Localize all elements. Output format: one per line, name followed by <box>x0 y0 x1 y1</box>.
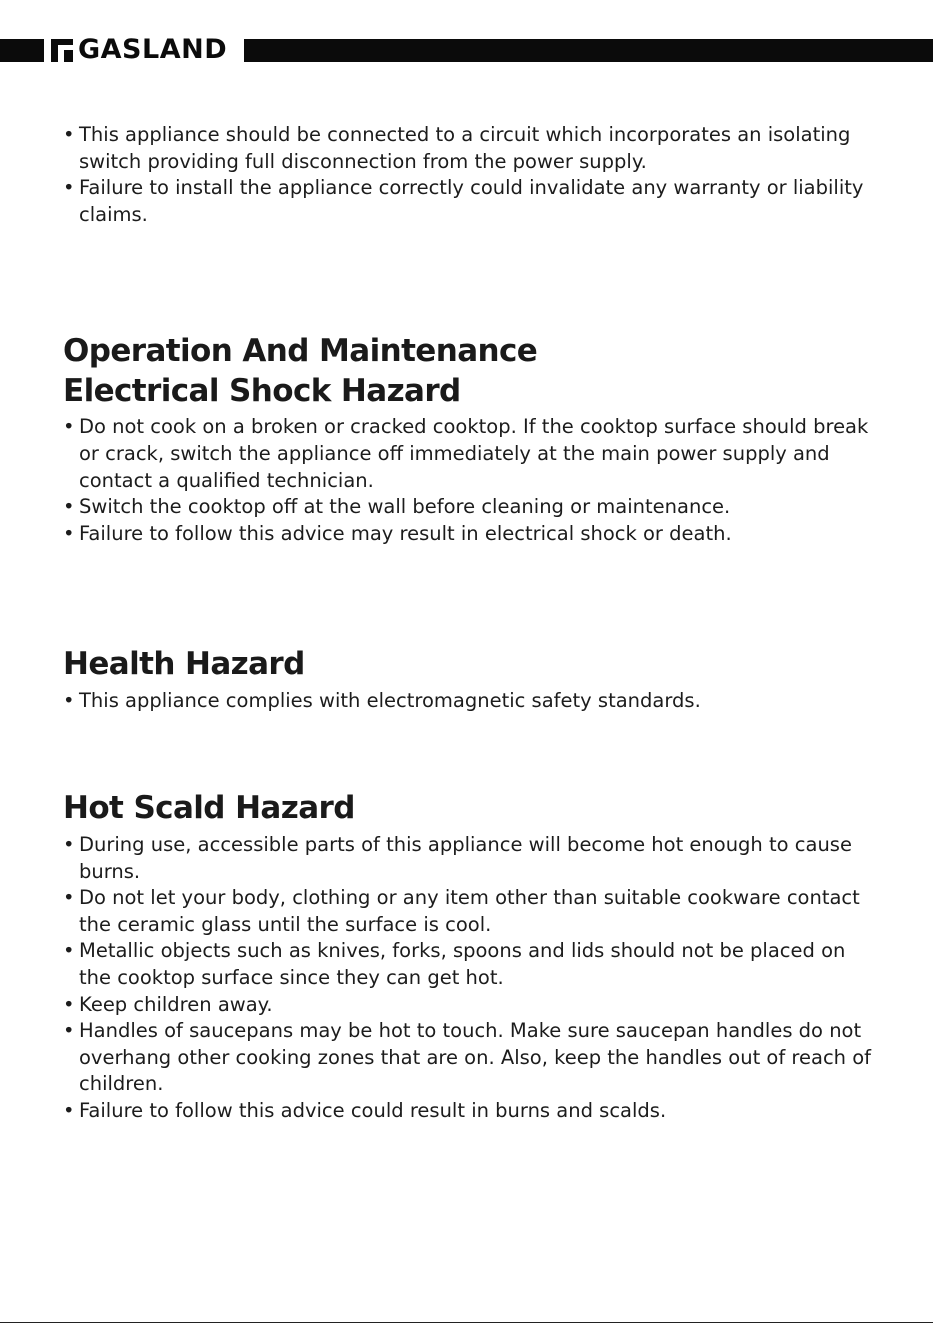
list-item: • Failure to install the appliance correctly could invalidate any warranty or liability claims. <box>63 175 883 228</box>
brand-name: GASLAND <box>78 34 228 65</box>
brand-logo <box>51 35 227 65</box>
list-item: • Failure to follow this advice could result in burns and scalds. <box>63 1098 883 1125</box>
list-item: • Handles of saucepans may be hot to touch. Make sure saucepan handles do not overhang other cooking zones that are on. Also, keep the handles out of reach of children. <box>63 1018 883 1098</box>
health-section <box>63 644 883 715</box>
intro-section <box>63 122 883 228</box>
operation-section <box>63 331 883 547</box>
health-bullet-list <box>63 688 883 715</box>
section-heading <box>63 331 883 411</box>
list-item: • Failure to follow this advice may result in electrical shock or death. <box>63 521 883 548</box>
list-item: • This appliance complies with electromagnetic safety standards. <box>63 688 883 715</box>
list-item: • Do not let your body, clothing or any item other than suitable cookware contact the ceramic glass until the surface is cool. <box>63 885 883 938</box>
section-heading: Health Hazard <box>63 646 305 683</box>
intro-bullet-list <box>63 122 883 228</box>
page-content <box>63 122 883 1124</box>
gasland-logo-icon <box>51 39 73 62</box>
list-item: • Metallic objects such as knives, forks, spoons and lids should not be placed on the cooktop surface since they can get hot. <box>63 938 883 991</box>
scald-section <box>63 788 883 1125</box>
list-item: • Do not cook on a broken or cracked cooktop. If the cooktop surface should break or crack, switch the appliance off immediately at the main power supply and contact a qualified technician. <box>63 414 883 494</box>
list-item: • This appliance should be connected to a circuit which incorporates an isolating switch providing full disconnection from the power supply. <box>63 122 883 175</box>
list-item: • Switch the cooktop off at the wall before cleaning or maintenance. <box>63 494 883 521</box>
heading-line-2: Electrical Shock Hazard <box>63 373 461 410</box>
heading-line-1: Operation And Maintenance <box>63 333 538 370</box>
header-bar-right <box>244 39 933 62</box>
section-heading: Hot Scald Hazard <box>63 789 355 826</box>
list-item: • Keep children away. <box>63 992 883 1019</box>
header-bar-left <box>0 39 44 62</box>
list-item: • During use, accessible parts of this appliance will become hot enough to cause burns. <box>63 832 883 885</box>
operation-bullet-list <box>63 414 883 547</box>
scald-bullet-list <box>63 832 883 1125</box>
footer-divider <box>0 1322 933 1323</box>
